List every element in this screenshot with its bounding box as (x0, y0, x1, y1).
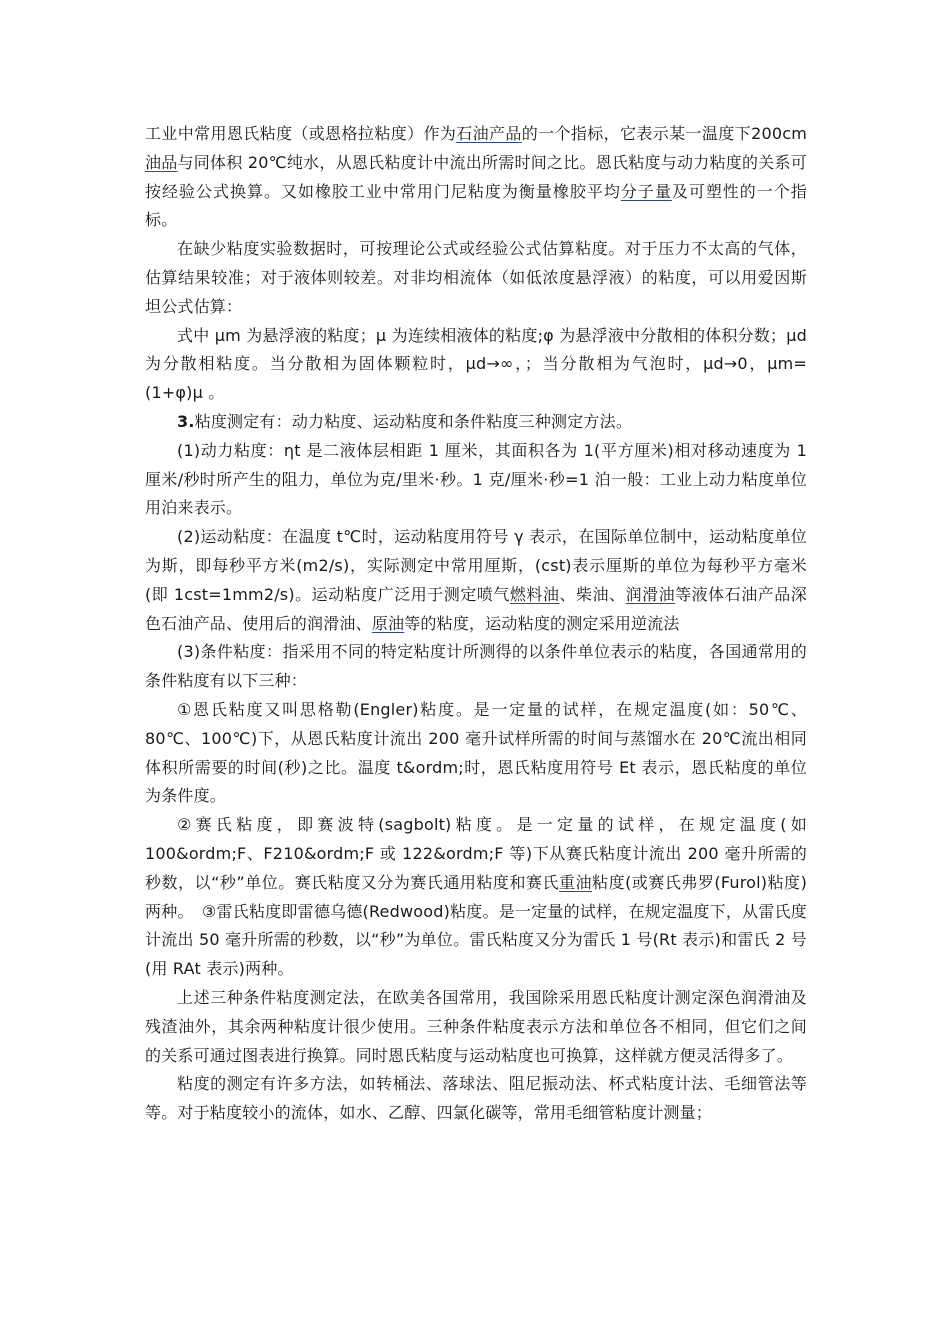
paragraph-1-text-c: 与同体积 20℃纯水，从恩氏粘度计中流出所需时间之比。恩氏粘度与动力粘度的关系可按经验公式换算。又如橡胶工业中常用门尼粘度为衡量橡胶平均 (145, 152, 807, 201)
paragraph-6-text-a: (2)运动粘度：在温度 t℃时，运动粘度用符号 γ 表示，在国际单位制中，运动粘度单位为斯，即每秒平方米(m2/s)，实际测定中常用厘斯，(cst)表示厘斯的单位为每秒平方毫米(即 1cst=1mm2/s)。运动粘度广泛用于测定喷气 (145, 527, 807, 604)
paragraph-2: 在缺少粘度实验数据时，可按理论公式或经验公式估算粘度。对于压力不太高的气体，估算结果较准；对于液体则较差。对非均相流体（如低浓度悬浮液）的粘度，可以用爱因斯坦公式估算： (145, 239, 807, 316)
link-fuel-oil[interactable]: 燃料油 (509, 584, 560, 604)
paragraph-1-text-a: 工业中常用恩氏粘度（或恩格拉粘度）作为 (145, 124, 457, 143)
paragraph-9 (145, 811, 807, 984)
paragraph-1-text-b: 的一个指标，它表示某一温度下200cm (521, 124, 807, 143)
paragraph-3: 式中 μm 为悬浮液的粘度；μ 为连续相液体的粘度;φ 为悬浮液中分散相的体积分数；μd 为分散相粘度。当分散相为固体颗粒时，μd→∞，；当分散相为气泡时，μd→0，μm=(1+φ)μ 。 (145, 325, 807, 403)
paragraph-9-text-a: ②赛氏粘度，即赛波特(sagbolt)粘度。是一定量的试样，在规定温度(如 100&ordm;F、F210&ordm;F 或 122&ordm;F 等)下从赛氏粘度计流出 200 毫升所需的秒数，以“秒”单位。赛氏粘度又分为赛氏通用粘度和赛氏 (145, 815, 807, 892)
link-molecular-weight[interactable]: 分子量 (620, 181, 672, 201)
paragraph-9-text-b: 粘度(或赛氏弗罗(Furol)粘度)两种。 ③雷氏粘度即雷德乌德(Redwood)粘度。是一定量的试样，在规定温度下，从雷氏度计流出 50 毫升所需的秒数，以“秒”为单位。雷氏粘度又分为雷氏 1 号(Rt 表示)和雷氏 2 号(用 RAt 表示)两种。 (145, 872, 808, 979)
paragraph-5: (1)动力粘度：ηt 是二液体层相距 1 厘米，其面积各为 1(平方厘米)相对移动速度为 1 厘米/秒时所产生的阻力，单位为克/里米·秒。1 克/厘米·秒=1 泊一般：工业上动力粘度单位用泊来表示。 (145, 440, 807, 518)
document-body (145, 120, 807, 1128)
paragraph-7: (3)条件粘度：指采用不同的特定粘度计所测得的以条件单位表示的粘度，各国通常用的条件粘度有以下三种： (145, 642, 807, 691)
paragraph-11: 粘度的测定有许多方法，如转桶法、落球法、阻尼振动法、杯式粘度计法、毛细管法等等。对于粘度较小的流体，如水、乙醇、四氯化碳等，常用毛细管粘度计测量； (145, 1074, 807, 1123)
paragraph-4 (145, 408, 807, 437)
paragraph-8: ①恩氏粘度又叫思格勒(Engler)粘度。是一定量的试样，在规定温度(如：50℃、 80℃、100℃)下，从恩氏粘度计流出 200 毫升试样所需的时间与蒸馏水在 20℃流出相同体积所需要的时间(秒)之比。温度 t&ordm;时，恩氏粘度用符号 Et 表示，恩氏粘度的单位为条件度。 (145, 699, 807, 806)
paragraph-6-text-c: 等液体石油产品深色石油产品、使用后的润滑油、 (145, 584, 807, 633)
link-lubricating-oil[interactable]: 润滑油 (625, 584, 676, 604)
paragraph-4-text: 粘度测定有：动力粘度、运动粘度和条件粘度三种测定方法。 (194, 411, 633, 431)
link-oil-products[interactable]: 油品 (145, 152, 178, 172)
paragraph-6-text-d: 等的粘度，运动粘度的测定采用逆流法 (404, 613, 680, 633)
paragraph-10: 上述三种条件粘度测定法，在欧美各国常用，我国除采用恩氏粘度计测定深色润滑油及残渣油外，其余两种粘度计很少使用。三种条件粘度表示方法和单位各不相同，但它们之间的关系可通过图表进行换算。同时恩氏粘度与运动粘度也可换算，这样就方便灵活得多了。 (145, 987, 807, 1065)
link-crude-oil[interactable]: 原油 (371, 613, 405, 633)
link-heavy-oil[interactable]: 重油 (559, 872, 593, 892)
link-petroleum-products[interactable]: 石油产品 (456, 124, 522, 143)
paragraph-1 (145, 120, 807, 235)
section-number: 3. (177, 411, 195, 431)
paragraph-6-text-b: 、柴油、 (559, 584, 626, 604)
paragraph-1-text-d: 及可塑性的一个指标。 (145, 181, 807, 230)
paragraph-6 (145, 523, 807, 638)
